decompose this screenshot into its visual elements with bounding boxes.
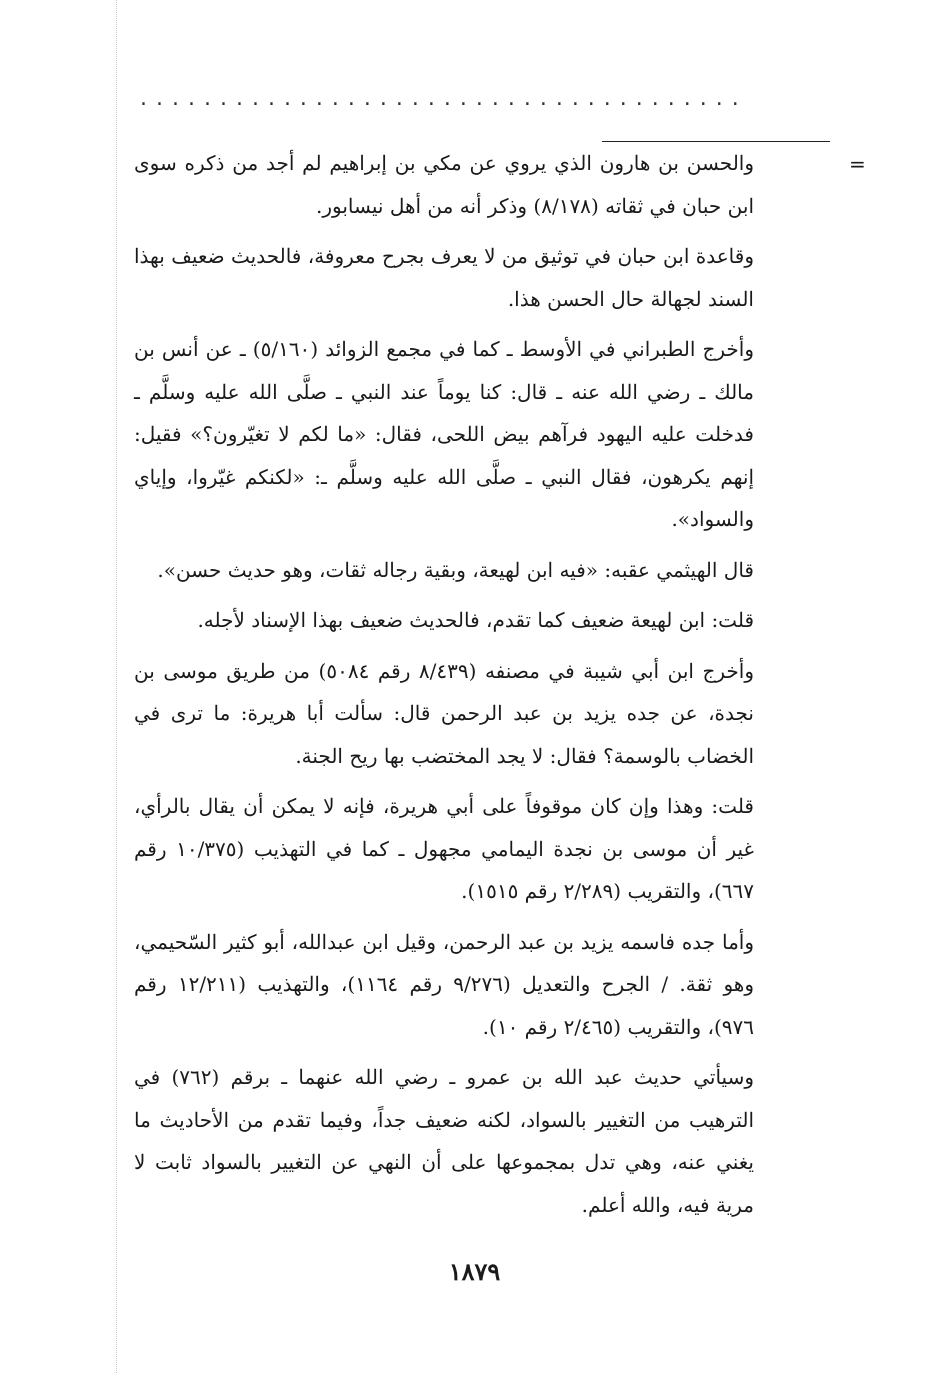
paragraph-haythami-comment: قال الهيثمي عقبه: «فيه ابن لهيعة، وبقية رجاله ثقات، وهو حديث حسن». [157,557,754,582]
paragraph-ibn-lahia: قلت: ابن لهيعة ضعيف كما تقدم، فالحديث ضعيف بهذا الإسناد لأجله. [197,608,754,632]
paragraph-yazid-ibn-abdulrahman: وأما جده فاسمه يزيد بن عبد الرحمن، وقيل ابن عبدالله، أبو كثير السّحيمي، وهو ثقة. / الجرح والتعديل (٩/٢٧٦ رقم ١١٦٤)، والتهذيب (١٢/٢١١ رقم ٩٧٦)، والتقريب (٢/٤٦٥ رقم ١٠). [134,929,755,1039]
paragraph-hasan-ibn-harun: والحسن بن هارون الذي يروي عن مكي بن إبراهيم لم أجد من ذكره سوى ابن حبان في ثقاته (٨/١٧٨) وذكر أنه من أهل نيسابور. [134,151,754,218]
page-number: ١٨٧٩ [448,1257,501,1286]
paragraph-ibn-hibban-rule: وقاعدة ابن حبان في توثيق من لا يعرف بجرح معروفة، فالحديث ضعيف بهذا السند لجهالة حال الحسن هذا. [134,244,754,311]
paragraph-mawquf-note: قلت: وهذا وإن كان موقوفاً على أبي هريرة، فإنه لا يمكن أن يقال بالرأي، غير أن موسى بن نجدة اليمامي مجهول ـ كما في التهذيب (١٠/٣٧٥ رقم ٦٦٧)، والتقريب (٢/٢٨٩ رقم ١٥١٥). [134,794,755,903]
footnote-text-block [134,142,754,1234]
paragraph-abdullah-ibn-amr: وسيأتي حديث عبد الله بن عمرو ـ رضي الله عنهما ـ برقم (٧٦٢) في الترهيب من التغيير بالسواد، لكنه ضعيف جداً، وفيما تقدم من الأحاديث ما يغني عنه، وهي تدل بمجموعها على أن النهي عن التغيير بالسواد ثابت لا مرية فيه، والله أعلم. [134,1065,754,1217]
paragraph-tabarani-hadith: وأخرج الطبراني في الأوسط ـ كما في مجمع الزوائد (٥/١٦٠) ـ عن أنس بن مالك ـ رضي الله عنه ـ قال: كنا يوماً عند النبي ـ صلَّى الله عليه وسلَّم ـ فدخلت عليه اليهود فرآهم بيض اللحى، فقال: «ما لكم لا تغيّرون؟» فقيل: إنهم يكرهون، فقال النبي ـ صلَّى الله عليه وسلَّم ـ: «لكنكم غيّروا، وإياي والسواد». [134,337,754,531]
paragraph-ibn-abi-shayba: وأخرج ابن أبي شيبة في مصنفه (٨/٤٣٩ رقم ٥٠٨٤) من طريق موسى بن نجدة، عن جده يزيد بن عبد الرحمن قال: سألت أبا هريرة: ما ترى في الخضاب بالوسمة؟ فقال: لا يجد المختضب بها ريح الجنة. [134,658,754,768]
scan-edge-line [116,0,117,1373]
header-dotted-rule: ...................................... [140,86,748,111]
continuation-marker: = [849,152,866,176]
